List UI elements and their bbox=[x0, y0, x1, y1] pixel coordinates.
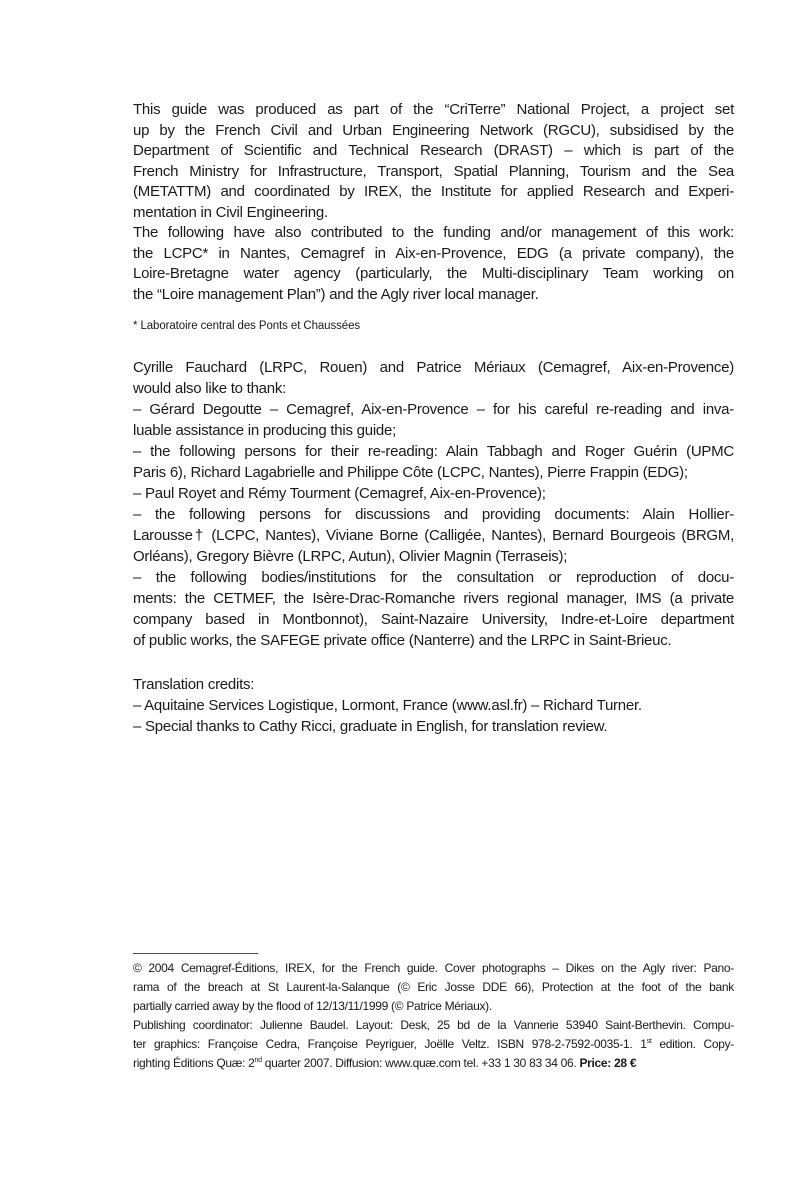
copyright-footer bbox=[133, 959, 734, 1073]
text-line: (METATTM) and coordinated by IREX, the Institute for applied Research and Experi- bbox=[133, 183, 734, 200]
superscript: st bbox=[646, 1038, 652, 1045]
footnote-lcpc: * Laboratoire central des Ponts et Chaussées bbox=[133, 320, 361, 332]
intro-paragraph bbox=[133, 100, 734, 305]
text-line: Orléans), Gregory Bièvre (LRPC, Autun), Olivier Magnin (Terraseis); bbox=[133, 548, 568, 565]
price: Price: 28 € bbox=[579, 1056, 637, 1070]
text: edition. Copy- bbox=[651, 1037, 734, 1051]
text-line: up by the French Civil and Urban Engineering Network (RGCU), subsidised by the bbox=[133, 121, 734, 139]
text-line: – the following persons for discussions and providing documents: Alain Hollier- bbox=[133, 506, 734, 523]
text: righting Éditions Quæ: 2 bbox=[133, 1056, 255, 1070]
text-line: French Ministry for Infrastructure, Transport, Spatial Planning, Tourism and the Sea bbox=[133, 162, 734, 180]
text-line: – Aquitaine Services Logistique, Lormont, France (www.asl.fr) – Richard Turner. bbox=[133, 697, 642, 714]
text-line: partially carried away by the flood of 12/13/11/1999 (© Patrice Mériaux). bbox=[133, 999, 492, 1013]
text-line: Translation credits: bbox=[133, 676, 255, 693]
text-line: of public works, the SAFEGE private office (Nanterre) and the LRPC in Saint-Brieuc. bbox=[133, 632, 672, 649]
text-line: Publishing coordinator: Julienne Baudel. Layout: Desk, 25 bd de la Vannerie 53940 Saint-Berthevin. Compu- bbox=[133, 1018, 734, 1032]
superscript: nd bbox=[254, 1057, 262, 1064]
text-line: rama of the breach at St Laurent-la-Salanque (© Eric Josse DDE 66), Protection at the foot of the bank bbox=[133, 980, 734, 994]
text-line: – Special thanks to Cathy Ricci, graduate in English, for translation review. bbox=[133, 718, 608, 735]
text-line: This guide was produced as part of the “CriTerre” National Project, a project set bbox=[133, 101, 734, 118]
text-line: – Paul Royet and Rémy Tourment (Cemagref, Aix-en-Provence); bbox=[133, 485, 546, 502]
translation-credits bbox=[133, 674, 734, 737]
text-line: the LCPC* in Nantes, Cemagref in Aix-en-Provence, EDG (a private company), the bbox=[133, 244, 734, 262]
text-line: Larousse† (LCPC, Nantes), Viviane Borne (Calligée, Nantes), Bernard Bourgeois (BRGM, bbox=[133, 527, 734, 544]
text-line: The following have also contributed to the funding and/or management of this work: bbox=[133, 224, 734, 241]
text-line: would also like to thank: bbox=[133, 380, 287, 397]
text-line bbox=[133, 1054, 734, 1073]
text-line: company based in Montbonnot), Saint-Nazaire University, Indre-et-Loire department bbox=[133, 611, 734, 628]
text-line: luable assistance in producing this guide; bbox=[133, 422, 397, 439]
text-line: – the following persons for their re-reading: Alain Tabbagh and Roger Guérin (UPMC bbox=[133, 443, 734, 460]
text-line: mentation in Civil Engineering. bbox=[133, 203, 328, 221]
text: ter graphics: Françoise Cedra, Françoise Peyriguer, Joëlle Veltz. ISBN 978-2-7592-0035-1. 1 bbox=[133, 1037, 647, 1051]
acknowledgements-paragraph bbox=[133, 357, 734, 651]
text-line: ments: the CETMEF, the Isère-Drac-Romanche rivers regional manager, IMS (a private bbox=[133, 590, 734, 607]
text-line: © 2004 Cemagref-Éditions, IREX, for the French guide. Cover photographs – Dikes on the Agly river: Pano- bbox=[133, 961, 734, 975]
footer-divider bbox=[133, 953, 258, 954]
text-line: Loire-Bretagne water agency (particularly, the Multi-disciplinary Team working on bbox=[133, 265, 734, 282]
text-line: Department of Scientific and Technical Research (DRAST) – which is part of the bbox=[133, 142, 734, 159]
text-line: Paris 6), Richard Lagabrielle and Philippe Côte (LCPC, Nantes), Pierre Frappin (EDG); bbox=[133, 464, 688, 481]
text-line: – the following bodies/institutions for the consultation or reproduction of docu- bbox=[133, 569, 734, 586]
text: quarter 2007. Diffusion: www.quæ.com tel. +33 1 30 83 34 06. bbox=[261, 1056, 580, 1070]
text-line: the “Loire management Plan”) and the Agly river local manager. bbox=[133, 285, 539, 303]
text-line bbox=[133, 1035, 734, 1054]
text-line: Cyrille Fauchard (LRPC, Rouen) and Patrice Mériaux (Cemagref, Aix-en-Provence) bbox=[133, 359, 734, 376]
text-line: – Gérard Degoutte – Cemagref, Aix-en-Provence – for his careful re-reading and inva- bbox=[133, 401, 734, 418]
